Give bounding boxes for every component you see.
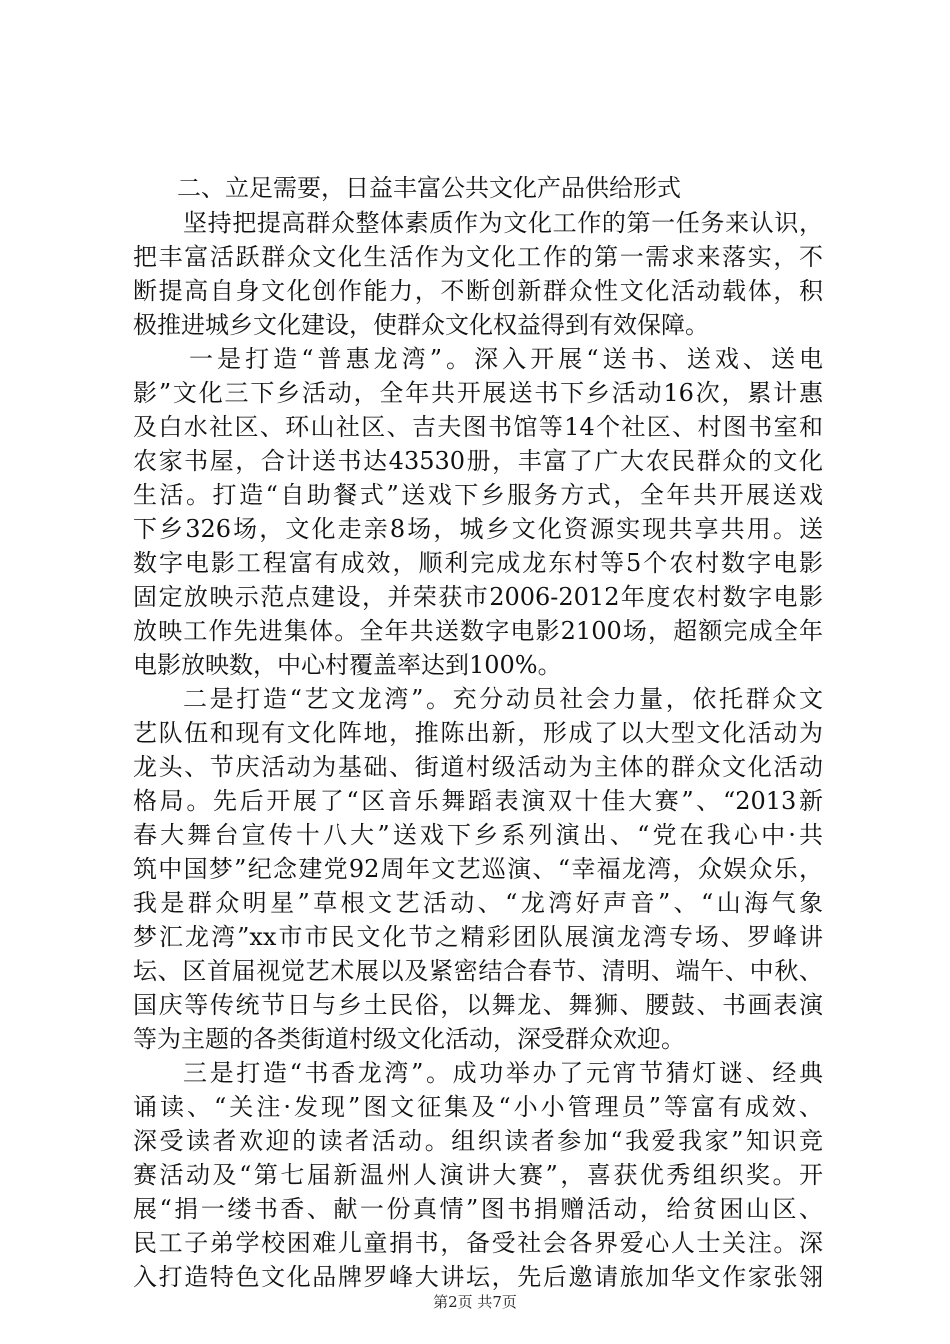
paragraph-line: 格局。先后开展了“区音乐舞蹈表演双十佳大赛”、“2013新 — [133, 787, 823, 815]
paragraph-line: 农家书屋，合计送书达43530册，丰富了广大农民群众的文化 — [133, 447, 823, 475]
paragraph-line: 及白水社区、环山社区、吉夫图书馆等14个社区、村图书室和 — [133, 413, 823, 441]
paragraph-line: 展“捐一缕书香、献一份真情”图书捐赠活动，给贫困山区、 — [133, 1195, 823, 1223]
paragraph-line: 三是打造“书香龙湾”。成功举办了元宵节猜灯谜、经典 — [183, 1059, 823, 1087]
page-number-footer: 第2页 共7页 — [433, 1293, 517, 1311]
paragraph-line: 梦汇龙湾”xx市市民文化节之精彩团队展演龙湾专场、罗峰讲 — [133, 923, 823, 951]
paragraph-line: 把丰富活跃群众文化生活作为文化工作的第一需求来落实，不 — [133, 243, 823, 271]
paragraph-line: 坛、区首届视觉艺术展以及紧密结合春节、清明、端午、中秋、 — [133, 957, 823, 985]
paragraph-line: 龙头、节庆活动为基础、街道村级活动为主体的群众文化活动 — [133, 753, 823, 781]
paragraph-line: 等为主题的各类街道村级文化活动，深受群众欢迎。 — [133, 1025, 685, 1053]
paragraph-line: 影”文化三下乡活动，全年共开展送书下乡活动16次，累计惠 — [133, 379, 823, 407]
paragraph-line: 艺队伍和现有文化阵地，推陈出新，形成了以大型文化活动为 — [133, 719, 823, 747]
paragraph-line: 固定放映示范点建设，并荣获市2006-2012年度农村数字电影 — [133, 583, 823, 611]
paragraph-line: 筑中国梦”纪念建党92周年文艺巡演、“幸福龙湾，众娱众乐， — [133, 855, 823, 883]
paragraph-line: 二是打造“艺文龙湾”。充分动员社会力量，依托群众文 — [183, 685, 823, 713]
section-heading: 二、立足需要，日益丰富公共文化产品供给形式 — [177, 174, 681, 202]
paragraph-line: 诵读、“关注·发现”图文征集及“小小管理员”等富有成效、 — [133, 1093, 823, 1121]
paragraph-line: 深受读者欢迎的读者活动。组织读者参加“我爱我家”知识竞 — [133, 1127, 823, 1155]
paragraph-line: 春大舞台宣传十八大”送戏下乡系列演出、“党在我心中·共 — [133, 821, 823, 849]
paragraph-line: 生活。打造“自助餐式”送戏下乡服务方式，全年共开展送戏 — [133, 481, 823, 509]
paragraph-line: 坚持把提高群众整体素质作为文化工作的第一任务来认识， — [183, 209, 823, 237]
paragraph-line: 断提高自身文化创作能力，不断创新群众性文化活动载体，积 — [133, 277, 823, 305]
paragraph-line: 赛活动及“第七届新温州人演讲大赛”，喜获优秀组织奖。开 — [133, 1161, 823, 1189]
paragraph-line: 国庆等传统节日与乡土民俗，以舞龙、舞狮、腰鼓、书画表演 — [133, 991, 823, 1019]
paragraph-line: 入打造特色文化品牌罗峰大讲坛，先后邀请旅加华文作家张翎 — [133, 1263, 823, 1291]
paragraph-line: 一是打造“普惠龙湾”。深入开展“送书、送戏、送电 — [189, 345, 823, 373]
paragraph-line: 电影放映数，中心村覆盖率达到100%。 — [133, 651, 562, 679]
paragraph-line: 下乡326场，文化走亲8场，城乡文化资源实现共享共用。送 — [133, 515, 823, 543]
paragraph-line: 我是群众明星”草根文艺活动、“龙湾好声音”、“山海气象 — [133, 889, 823, 917]
paragraph-line: 民工子弟学校困难儿童捐书，备受社会各界爱心人士关注。深 — [133, 1229, 823, 1257]
paragraph-line: 数字电影工程富有成效，顺利完成龙东村等5个农村数字电影 — [133, 549, 823, 577]
paragraph-line: 极推进城乡文化建设，使群众文化权益得到有效保障。 — [133, 311, 709, 339]
paragraph-line: 放映工作先进集体。全年共送数字电影2100场，超额完成全年 — [133, 617, 823, 645]
